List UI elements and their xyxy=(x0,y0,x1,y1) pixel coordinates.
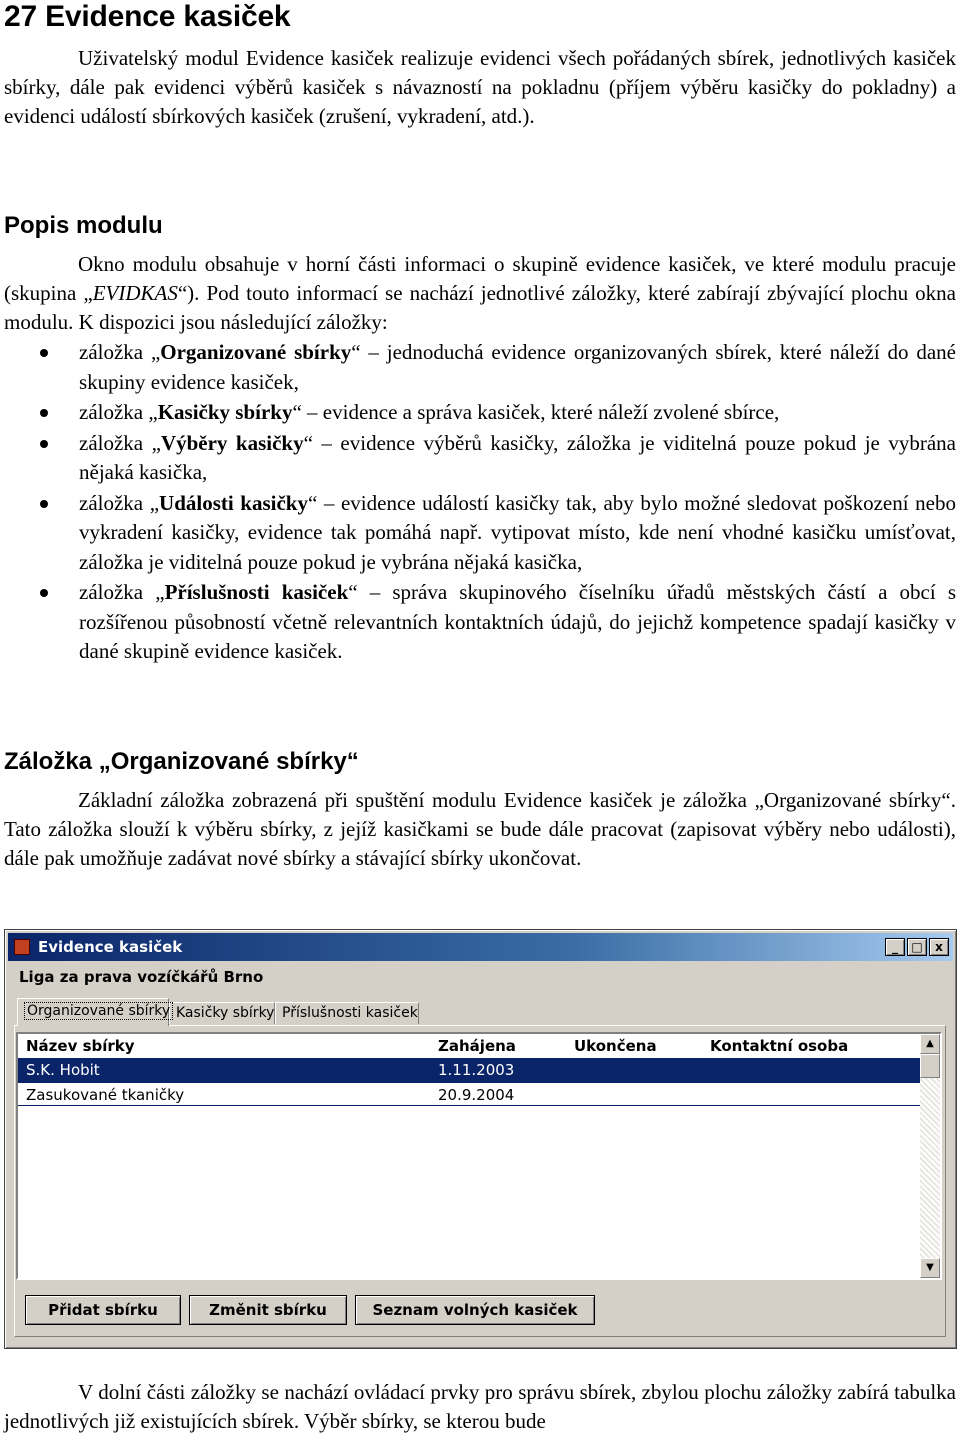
column-header[interactable]: Kontaktní osoba xyxy=(710,1037,849,1055)
bullet-prefix: záložka „ xyxy=(79,430,161,455)
popis-group-code: EVIDKAS xyxy=(92,281,178,305)
bullet-description: “ – jednoduchá evidence organizovaných sbírek, které náleží do dané skupiny evidence kasiček, xyxy=(79,340,956,394)
table-row[interactable] xyxy=(18,1058,922,1082)
edit-sbirka-button[interactable]: Změnit sbírku xyxy=(189,1295,347,1325)
bullet-icon xyxy=(40,440,48,448)
bullet-item xyxy=(0,429,956,488)
bullet-description: “ – evidence a správa kasiček, které náleží zvolené sbírce, xyxy=(292,400,780,424)
bullet-tab-name: Příslušnosti kasiček xyxy=(164,580,349,604)
vertical-scrollbar[interactable] xyxy=(920,1034,940,1278)
cell-started: 20.9.2004 xyxy=(438,1086,515,1104)
section-popis-title: Popis modulu xyxy=(4,212,163,239)
intro-paragraph xyxy=(4,44,956,131)
bullet-item xyxy=(0,338,956,397)
add-sbirka-button[interactable]: Přidat sbírku xyxy=(25,1295,181,1325)
bullet-description: “ – správa skupinového číselníku úřadů městských částí a obcí s rozšířenou působností včetně relevantních kontaktních údajů, do jejichž kompetence spadají kasičky v dané skupině evidence kasiček. xyxy=(79,580,956,663)
organizovane-paragraph xyxy=(4,786,956,873)
section-organizovane-title: Záložka „Organizované sbírky“ xyxy=(4,748,359,775)
table-header xyxy=(18,1034,922,1058)
bullet-description: “ – evidence výběrů kasičky, záložka je viditelná pouze pokud je vybrána nějaká kasička, xyxy=(79,430,956,484)
bullet-prefix: záložka „ xyxy=(79,490,160,515)
scroll-up-icon[interactable]: ▲ xyxy=(920,1034,940,1054)
table-row[interactable] xyxy=(18,1082,922,1106)
maximize-button[interactable]: □ xyxy=(907,938,927,956)
column-header[interactable]: Zahájena xyxy=(438,1037,516,1055)
evidence-window xyxy=(4,929,957,1349)
popis-text-end: “). Pod touto informací se nachází jednotlivé záložky, které zabírají zbývající plochu okna modulu. K dispozici jsou následující záložky: xyxy=(4,281,956,334)
bullet-item xyxy=(0,489,956,578)
group-label: Liga za prava vozíčkářů Brno xyxy=(19,968,264,986)
scroll-down-icon[interactable]: ▼ xyxy=(920,1258,940,1278)
tab-kasicky-sbirky[interactable] xyxy=(169,1002,275,1024)
window-titlebar[interactable] xyxy=(8,933,953,961)
bullet-icon xyxy=(40,589,48,597)
scroll-thumb[interactable] xyxy=(920,1054,940,1078)
bullet-icon xyxy=(40,500,48,508)
tab-label: Příslušnosti kasiček xyxy=(282,1005,418,1021)
bullet-tab-name: Události kasičky xyxy=(159,490,308,515)
minimize-button[interactable]: _ xyxy=(885,938,905,956)
bullet-item xyxy=(0,578,956,667)
bullet-item xyxy=(0,398,956,428)
intro-text: Uživatelský modul Evidence kasiček realizuje evidenci všech pořádaných sbírek, jednotlivých kasiček sbírky, dále pak evidenci výběrů kasiček s návazností na pokladnu (příjem výběru kasičky do pokladny) a evidenci událostí sbírkových kasiček (zrušení, vykradení, atd.). xyxy=(4,46,956,128)
bullet-prefix: záložka „ xyxy=(79,400,158,424)
bullet-description: “ – evidence událostí kasičky tak, aby bylo možné sledovat poškození nebo vykradení kasičky, evidence tak pomáhá např. vytipovat místo, kde není vhodné kasičku umísťovat, záložka je viditelná pouze pokud je vybrána nějaká kasička, xyxy=(79,490,956,574)
tab-label: Organizované sbírky xyxy=(24,1002,173,1020)
closing-text: V dolní části záložky se nachází ovládací prvky pro správu sbírek, zbylou plochu záložky zabírá tabulka jednotlivých již existujících sbírek. Výběr sbírky, se kterou bude xyxy=(4,1380,956,1433)
bullet-tab-name: Kasičky sbírky xyxy=(157,400,293,424)
tab-organizovane-sbirky[interactable] xyxy=(17,998,169,1026)
closing-paragraph xyxy=(4,1378,956,1436)
free-kasicky-button[interactable]: Seznam volných kasiček xyxy=(355,1295,595,1325)
tabs-bullet-list xyxy=(0,338,956,668)
bullet-icon xyxy=(40,349,48,357)
app-icon xyxy=(14,939,30,955)
bullet-prefix: záložka „ xyxy=(79,580,165,604)
sbirky-table[interactable] xyxy=(16,1032,942,1280)
cell-name: S.K. Hobit xyxy=(26,1061,100,1079)
tab-label: Kasičky sbírky xyxy=(176,1005,275,1021)
bullet-tab-name: Organizované sbírky xyxy=(160,340,352,364)
cell-name: Zasukované tkaničky xyxy=(26,1086,185,1104)
popis-text-start: Okno modulu obsahuje v horní části informaci o skupině evidence kasiček, ve které modulu pracuje (skupina „ xyxy=(4,252,956,305)
page-heading: 27 Evidence kasiček xyxy=(4,0,291,33)
column-header[interactable]: Ukončena xyxy=(574,1037,657,1055)
organizovane-text: Základní záložka zobrazená při spuštění modulu Evidence kasiček je záložka „Organizované sbírky“. Tato záložka slouží k výběru sbírky, z jejíž kasičkami se bude dále pracovat (zapisovat výběry nebo události), dále pak umožňuje zadávat nové sbírky a stávající sbírky ukončovat. xyxy=(4,788,956,870)
window-title: Evidence kasiček xyxy=(38,938,183,956)
tab-prislusnosti-kasicek[interactable] xyxy=(275,1002,419,1024)
cell-started: 1.11.2003 xyxy=(438,1061,515,1079)
bullet-icon xyxy=(40,409,48,417)
column-header[interactable]: Název sbírky xyxy=(26,1037,135,1055)
bullet-tab-name: Výběry kasičky xyxy=(160,430,304,455)
bullet-prefix: záložka „ xyxy=(79,340,161,364)
popis-paragraph xyxy=(4,250,956,337)
close-button[interactable]: x xyxy=(929,938,949,956)
